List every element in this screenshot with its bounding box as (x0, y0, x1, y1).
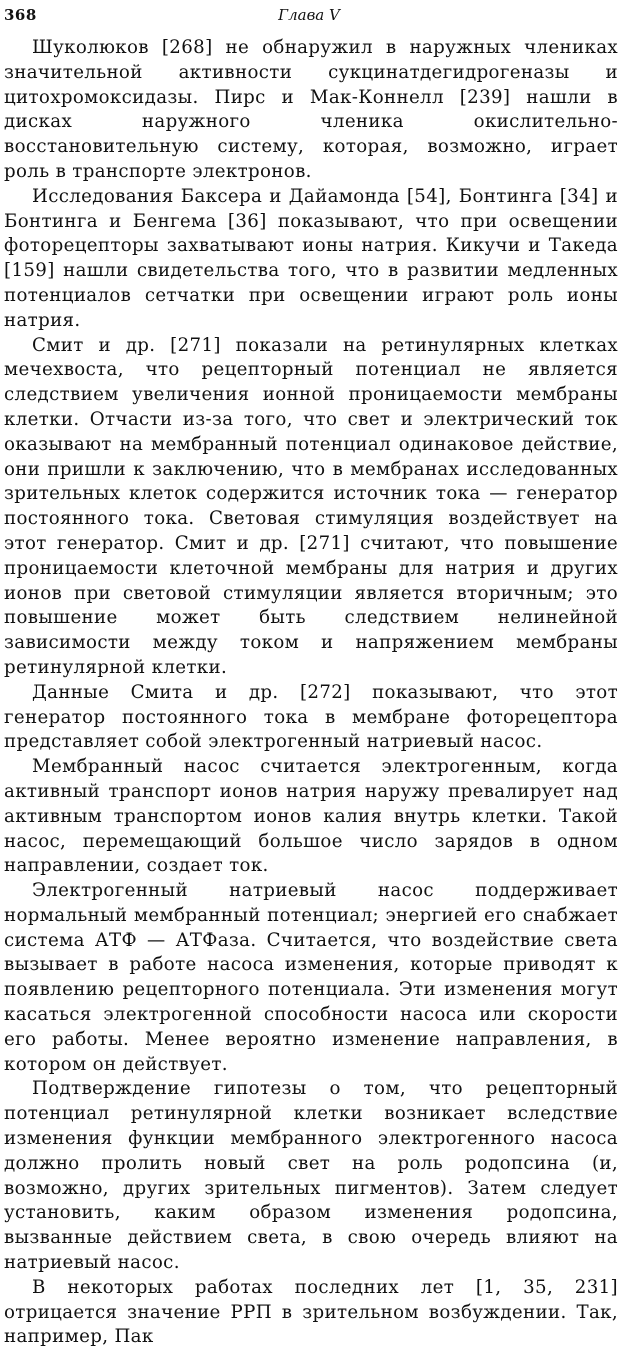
chapter-heading: Глава V (278, 6, 340, 24)
paragraph-current-generator: Смит и др. [271] показали на ретинулярных клетках мечехвоста, что рецепторный потенциал не является следствием увеличения ионной проницаемости мембраны клетки. Отчасти из-за того, что свет и электрический ток оказывают на мембранный потенциал одинаковое действие, они пришли к заключению, что в мембранах исследованных зрительных клеток содержится источник тока — генератор постоянного тока. Световая стимуляция воздействует на этот генератор. Смит и др. [271] считают, что повышение проницаемости клеточной мембраны для натрия и других ионов при световой стимуляции является вторичным; это повышение может быть следствием нелинейной зависимости между током и напряжением мембраны ретинулярной клетки. (4, 334, 618, 678)
page-header (4, 4, 614, 26)
paragraph-sodium-ions: Исследования Баксера и Дайамонда [54], Бонтинга [34] и Бонтинга и Бенгема [36] показывают, что при освещении фоторецепторы захватывают ионы натрия. Кикучи и Такеда [159] нашли свидетельства того, что в развитии медленных потенциалов сетчатки при освещении играют роль ионы натрия. (4, 185, 618, 331)
paragraph-erp-significance: В некоторых работах последних лет [1, 35, 231] отрицается значение РРП в зрительном возбуждении. Так, например, Пак (4, 1276, 618, 1348)
body-text (4, 36, 618, 1350)
page-number: 368 (4, 6, 37, 24)
paragraph-rhodopsin-hypothesis: Подтверждение гипотезы о том, что рецепторный потенциал ретинулярной клетки возникает вследствие изменения функции мембранного электрогенного насоса должно пролить новый свет на роль родопсина (и, возможно, других зрительных пигментов). Затем следует установить, каким образом изменения родопсина, вызванные действием света, в свою очередь влияют на натриевый насос. (4, 1078, 618, 1274)
paragraph-electrogenic-pump-definition: Мембранный насос считается электрогенным, когда активный транспорт ионов натрия наружу превалирует над активным транспортом ионов калия внутрь клетки. Такой насос, перемещающий большое число зарядов в одном направлении, создает ток. (4, 756, 618, 877)
paragraph-succinate-dehydrogenase: Шуколюков [268] не обнаружил в наружных члениках значительной активности сукцинатдегидрогеназы и цитохромоксидазы. Пирс и Мак-Коннелл [239] нашли в дисках наружного членика окислительно-восстановительную систему, которая, возможно, играет роль в транспорте электронов. (4, 37, 618, 182)
paragraph-sodium-pump: Данные Смита и др. [272] показывают, что этот генератор постоянного тока в мембране фоторецептора представляет собой электрогенный натриевый насос. (4, 681, 618, 753)
paragraph-membrane-potential: Электрогенный натриевый насос поддерживает нормальный мембранный потенциал; энергией его снабжает система АТФ — АТФаза. Считается, что воздействие света вызывает в работе насоса изменения, которые приводят к появлению рецепторного потенциала. Эти изменения могут касаться электрогенной способности насоса или скорости его работы. Менее вероятно изменение направления, в котором он действует. (4, 880, 618, 1075)
